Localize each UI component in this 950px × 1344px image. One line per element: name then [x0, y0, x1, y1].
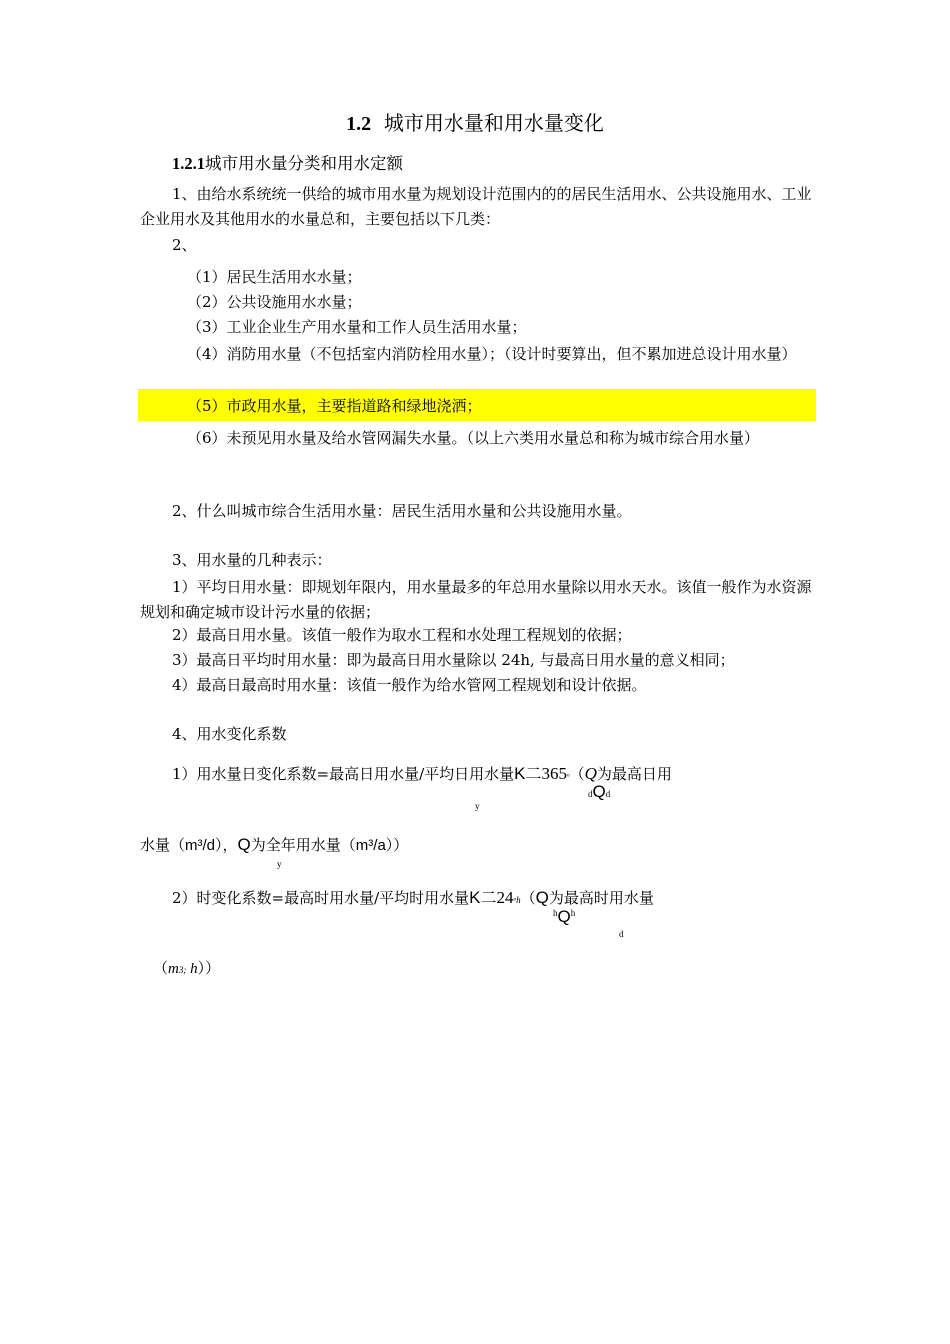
question-3-heading: 3、用水量的几种表示：	[172, 551, 332, 569]
formula-2-dot: ᵒ	[513, 895, 517, 905]
formula-2-eq: 二	[480, 890, 497, 907]
f2b-m: m	[168, 961, 179, 977]
formula-1-qd-q: Q	[592, 782, 606, 801]
formula-1-tail: 为最高日用	[596, 765, 672, 783]
section-number: 1.2.1	[172, 154, 205, 173]
formula-2-k: K	[469, 888, 481, 907]
section-heading	[172, 154, 403, 174]
question-4-heading: 4、用水变化系数	[172, 725, 287, 743]
paragraph-2: 2、	[172, 236, 197, 254]
formula-1-sub-d2: d	[605, 789, 611, 799]
f1b-pre: 水量（	[140, 836, 186, 854]
list-item: （3）工业企业生产用水量和工作人员生活用水量；	[187, 318, 527, 336]
formula-2-num: 24	[496, 888, 514, 907]
f1b-sub-y: y	[277, 859, 282, 869]
question-3-line: 4）最高日最高时用水量：该值一般作为给水管网工程规划和设计依据。	[172, 676, 647, 694]
f2b-h: h	[186, 961, 198, 977]
f2b-semi: ;	[183, 965, 187, 975]
formula-2-sub-h1: h	[553, 908, 558, 918]
question-2: 2、什么叫城市综合生活用水量：居民生活用水量和公共设施用水量。	[172, 502, 632, 520]
formula-2-h: h	[516, 895, 521, 905]
formula-2-text: 2）时变化系数=最高时用水量/平均时用水量	[172, 889, 470, 907]
f2b-open: （	[153, 959, 169, 977]
question-3-line: 2）最高日用水量。该值一般作为取水工程和水处理工程规划的依据；	[172, 626, 632, 644]
formula-1-num: 365	[541, 764, 568, 783]
formula-1-text: 1）用水量日变化系数=最高日用水量/平均日用水量	[172, 765, 515, 783]
f1b-unit1: m³/d	[185, 837, 216, 854]
formula-1-continued	[140, 835, 408, 856]
question-3-line: 1）平均日用水量：即规划年限内，用水量最多的年总用水量除以用水天水。该值一般作为水资源规划和确定城市设计污水量的依据；	[140, 578, 812, 621]
formula-2-tail: 为最高时用水量	[548, 889, 654, 907]
formula-1-dot: ᵒ	[567, 771, 570, 781]
formula-1-qd	[588, 782, 610, 804]
paragraph-1: 1、由给水系统统一供给的城市用水量为规划设计范围内的的居民生活用水、公共设施用水、工业企业用水及其他用水的水量总和，主要包括以下几类：	[140, 185, 812, 228]
list-item: （1）居民生活用水水量；	[187, 268, 362, 286]
formula-1-eq: 二	[525, 766, 542, 783]
question-3-line: 3）最高日平均时用水量：即为最高日用水量除以 24h, 与最高日用水量的意义相同；	[172, 651, 735, 669]
f1b-q: Q	[237, 835, 251, 854]
formula-2-paren: （	[520, 889, 536, 907]
f1b-unit2: m³/a	[355, 837, 386, 854]
formula-2-q: Q	[535, 888, 549, 907]
formula-2-qh	[553, 903, 575, 927]
f1b-tail: 为全年用水量（	[250, 836, 356, 854]
formula-2-qh-q: Q	[557, 907, 571, 926]
formula-2-sub-d: d	[619, 929, 624, 939]
formula-2-line	[172, 888, 654, 910]
title-number: 1.2	[346, 113, 372, 135]
f1b-end: ））	[385, 836, 409, 854]
formula-1-q: Q	[584, 764, 597, 783]
section-text: 城市用水量分类和用水定额	[205, 154, 403, 173]
formula-1-sub-d1: d	[588, 789, 593, 799]
list-item: （2）公共设施用水水量；	[187, 293, 362, 311]
f2b-close: ））	[197, 959, 221, 977]
formula-2-units	[153, 958, 220, 980]
title-text: 城市用水量和用水量变化	[383, 111, 604, 135]
formula-1-sub-y: y	[475, 801, 480, 811]
list-item: （4）消防用水量（不包括室内消防栓用水量）；（设计时要算出，但不累加进总设计用水量）	[187, 345, 797, 363]
formula-2-sub-h2: h	[570, 908, 576, 918]
f1b-mid: ），	[215, 836, 238, 854]
list-item-highlighted: （5）市政用水量，主要指道路和绿地浇洒；	[187, 397, 482, 415]
page-title	[0, 113, 950, 134]
formula-1-paren: （	[569, 765, 585, 783]
formula-1-k: K	[514, 764, 526, 783]
f2b-sub3: 3	[178, 965, 184, 975]
list-item: （6）未预见用水量及给水管网漏失水量。（以上六类用水量总和称为城市综合用水量）	[187, 429, 760, 447]
